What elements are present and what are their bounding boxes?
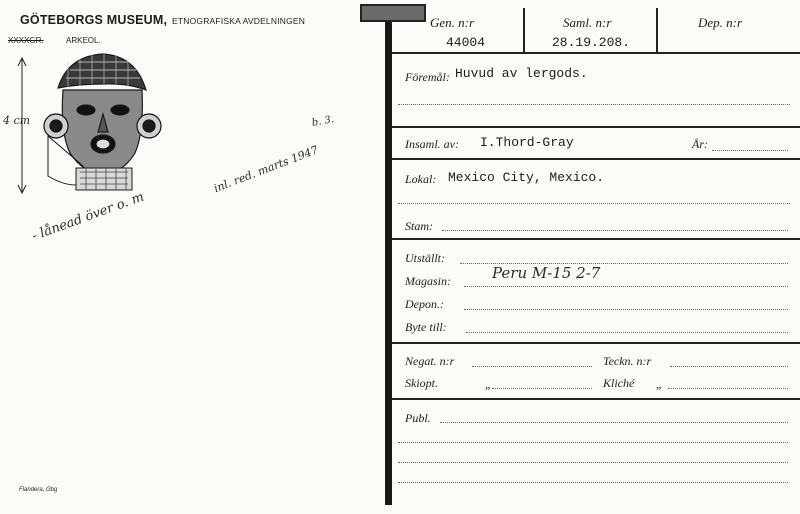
foremal-label: Föremål: <box>405 70 450 84</box>
face <box>62 90 142 174</box>
handwritten-note-3: b. 3. <box>311 114 335 129</box>
stam-label: Stam: <box>405 219 433 233</box>
dotted-line <box>464 309 788 310</box>
divider <box>523 8 525 52</box>
skiopt-label: Skiopt. <box>405 376 438 390</box>
dotted-line <box>464 286 788 287</box>
gen-value: 44004 <box>446 35 486 50</box>
dotted-line <box>668 388 788 389</box>
dotted-line <box>398 203 790 204</box>
utstallt-label: Utställt: <box>405 251 446 265</box>
card-spine <box>385 12 392 505</box>
dotted-line <box>442 230 788 231</box>
insaml-value: I.Thord-Gray <box>480 135 574 150</box>
dotted-line <box>466 332 788 333</box>
rule <box>392 238 800 240</box>
museum-name: GÖTEBORGS MUSEUM, <box>20 13 168 27</box>
ar-label: År: <box>692 137 708 151</box>
dotted-line <box>398 104 790 105</box>
byte-label: Byte till: <box>405 320 447 334</box>
insaml-label: Insaml. av: <box>405 137 459 151</box>
dotted-line <box>492 388 592 389</box>
kliche-ditto: „ <box>656 377 663 391</box>
publ-label: Publ. <box>405 411 431 425</box>
measurement-note: 4 cm <box>3 114 31 127</box>
rule <box>392 126 800 128</box>
rule <box>392 158 800 160</box>
lokal-label: Lokal: <box>405 172 437 186</box>
rule <box>392 342 800 344</box>
handwritten-note-2: inl. red. marts 1947 <box>212 143 321 196</box>
dotted-line <box>712 150 788 151</box>
struck-subdepartment: XXXXGR. <box>8 36 44 45</box>
depon-label: Depon.: <box>405 297 444 311</box>
index-tab <box>360 4 426 22</box>
headdress <box>58 54 146 90</box>
printer-mark: Flandera, Gbg <box>19 487 58 493</box>
saml-value: 28.19.208. <box>552 35 631 50</box>
magasin-value: Peru M-15 2-7 <box>492 264 601 282</box>
rule <box>392 398 800 400</box>
dotted-line <box>398 462 788 463</box>
dotted-line <box>398 442 788 443</box>
teckn-label: Teckn. n:r <box>603 354 652 368</box>
dotted-line <box>440 422 788 423</box>
lokal-value: Mexico City, Mexico. <box>448 170 605 185</box>
gen-label: Gen. n:r <box>430 15 475 30</box>
dep-label: Dep. n:r <box>698 15 743 30</box>
magasin-label: Magasin: <box>405 274 451 288</box>
foremal-value: Huvud av lergods. <box>455 66 588 81</box>
saml-label: Saml. n:r <box>563 15 612 30</box>
dotted-line <box>670 366 788 367</box>
subdepartment: ARKEOL. <box>66 36 101 45</box>
department-name: ETNOGRAFISKA AVDELNINGEN <box>172 16 306 26</box>
skiopt-ditto: „ <box>485 377 492 391</box>
kliche-label: Kliché <box>603 376 635 390</box>
dotted-line <box>472 366 592 367</box>
handwritten-note-1: - lånead över o. m <box>30 189 147 245</box>
rule <box>392 52 800 54</box>
dotted-line <box>398 482 788 483</box>
divider <box>656 8 658 52</box>
negat-label: Negat. n:r <box>405 354 455 368</box>
